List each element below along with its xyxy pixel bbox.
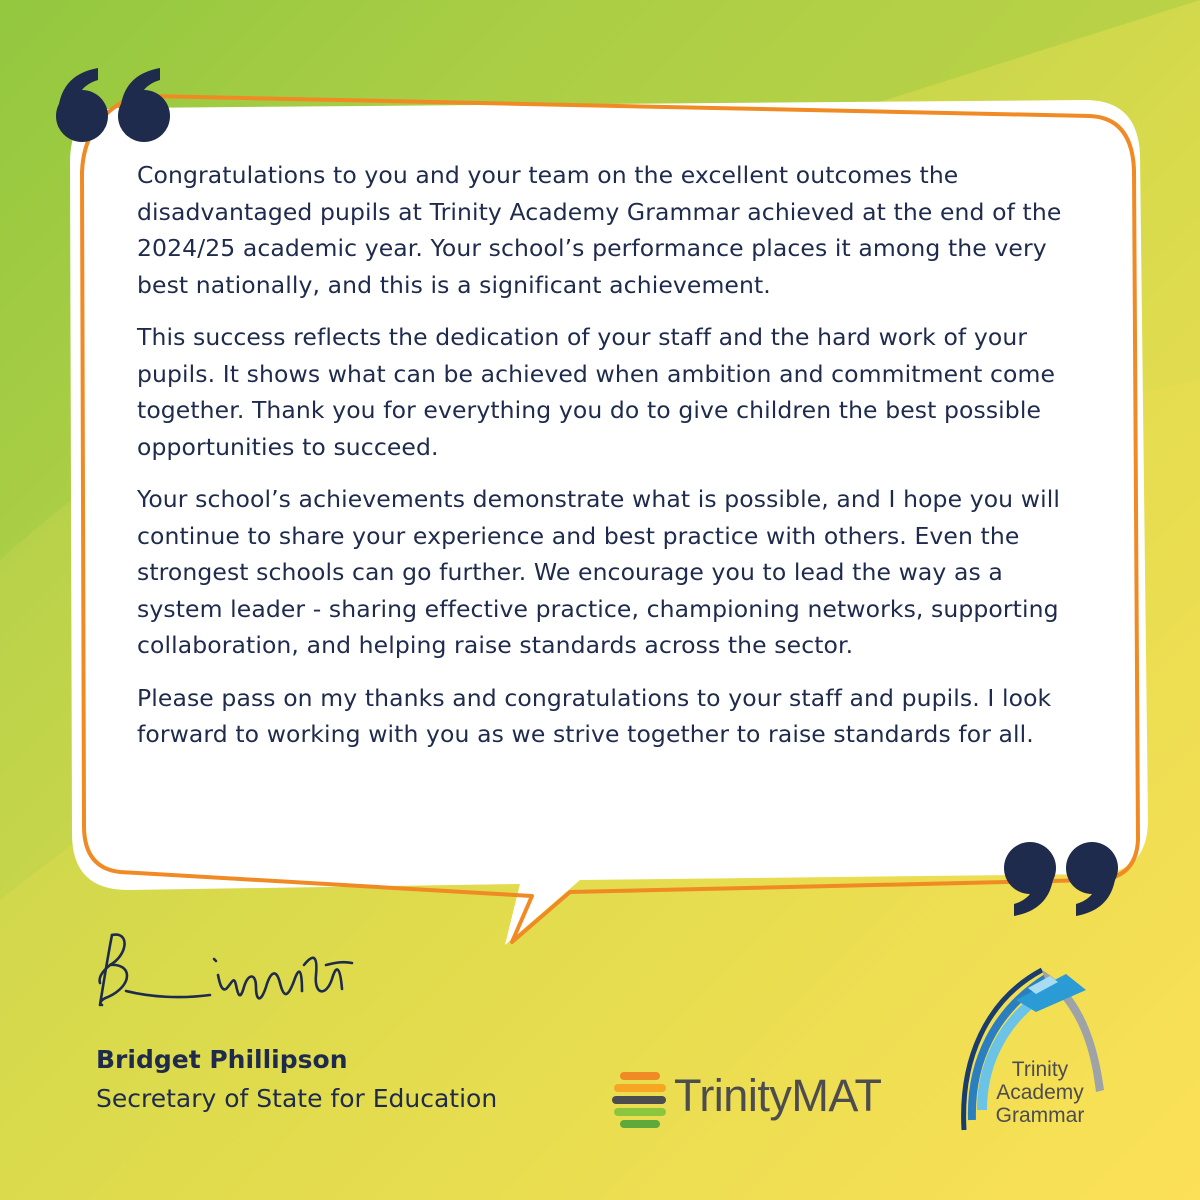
signature-icon <box>90 925 360 1020</box>
open-quote-icon <box>46 66 176 146</box>
quote-paragraph-4: Please pass on my thanks and congratulations to your staff and pupils. I look forward to working with you as we strive together to raise standards for all. <box>137 683 1052 748</box>
signer-name: Bridget Phillipson <box>96 1045 348 1074</box>
trinity-academy-wordmark <box>980 1058 1100 1127</box>
trinity-mat-wordmark: TrinityMAT <box>674 1070 882 1121</box>
academy-line-3: Grammar <box>995 1104 1085 1127</box>
quote-paragraph-2: This success reflects the dedication of your staff and the hard work of your pupils. It shows what can be achieved when ambition and commitment come together. Thank you for everything you do to give children the best possible opportunities to succeed. <box>137 323 1056 461</box>
signer-role: Secretary of State for Education <box>96 1084 498 1113</box>
quote-paragraph-3: Your school’s achievements demonstrate what is possible, and I hope you will continue to share your experience and best practice with others. Even the strongest schools can go further. We encourage you to lead the way as a system leader - sharing effective practice, championing networks, supporting collaboration, and helping raise standards across the sector. <box>137 485 1060 659</box>
academy-line-2: Academy <box>996 1081 1084 1104</box>
close-quote-icon <box>998 838 1128 918</box>
quote-paragraph-1: Congratulations to you and your team on the excellent outcomes the disadvantaged pupils at Trinity Academy Grammar achieved at the end of the 2024/25 academic year. Your school’s performance places it among the very best nationally, and this is a significant achievement. <box>137 161 1062 299</box>
academy-line-1: Trinity <box>1011 1058 1069 1081</box>
trinity-mat-logo <box>612 1066 922 1136</box>
trinity-mat-logo-icon <box>612 1070 668 1132</box>
quote-body <box>137 157 1067 769</box>
